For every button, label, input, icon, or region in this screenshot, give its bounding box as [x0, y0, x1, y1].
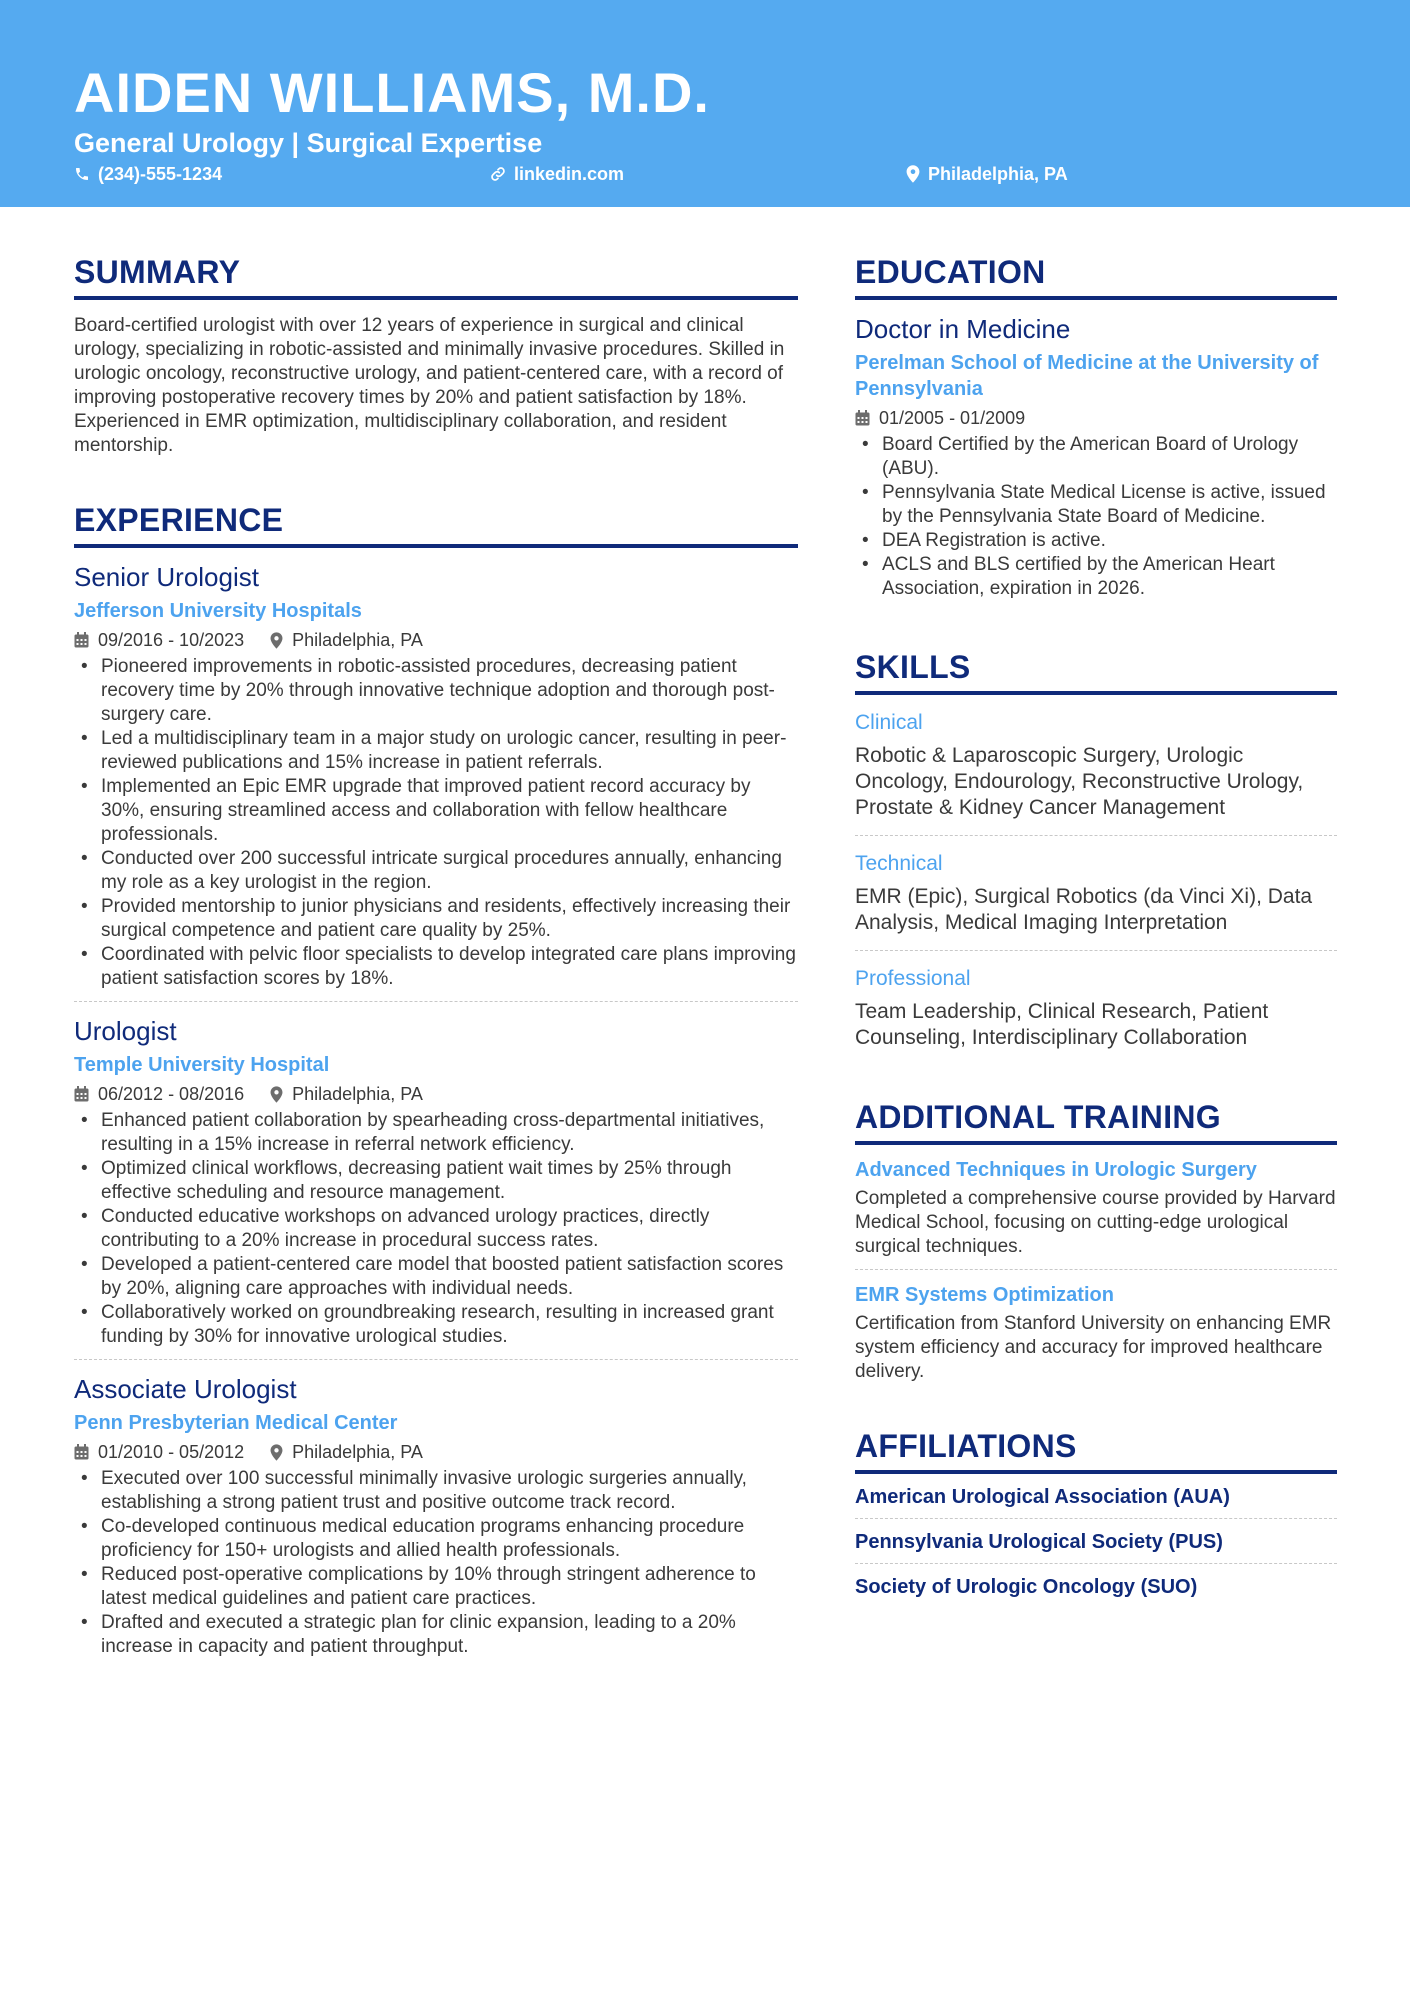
job-bullets — [74, 1109, 798, 1349]
affiliation-item: Society of Urologic Oncology (SUO) — [855, 1576, 1198, 1598]
education-bullet: • ACLS and BLS certified by the American Heart Association, expiration in 2026. — [855, 553, 1337, 601]
affiliations-title: AFFILIATIONS — [855, 1424, 1337, 1474]
job-meta — [74, 1082, 798, 1106]
job-dates — [74, 628, 244, 652]
link-icon — [490, 166, 506, 182]
education-title: EDUCATION — [855, 250, 1337, 300]
job-dates — [74, 1440, 244, 1464]
job-location-text: Philadelphia, PA — [292, 1442, 423, 1462]
training-item-text: Certification from Stanford University on enhancing EMR system efficiency and accuracy for improved healthcare delivery. — [855, 1313, 1332, 1382]
summary-section — [74, 250, 798, 458]
skill-group — [855, 850, 1337, 951]
job-bullet: • Pioneered improvements in robotic-assisted procedures, decreasing patient recovery time by 20% through innovative technique adoption and thorough post-surgery care. — [74, 655, 798, 727]
skill-group — [855, 709, 1337, 836]
job-meta — [74, 1440, 798, 1464]
job-role: Urologist — [74, 1016, 177, 1046]
skill-category: Clinical — [855, 711, 923, 734]
calendar-icon — [74, 1086, 89, 1102]
affiliation-item: Pennsylvania Urological Society (PUS) — [855, 1531, 1223, 1553]
job-bullet: • Provided mentorship to junior physicians and residents, effectively increasing their surgical competence and patient care quality by 25%. — [74, 895, 798, 943]
job-bullet: • Conducted educative workshops on advanced urology practices, directly contributing to a 20% increase in procedural success rates. — [74, 1205, 798, 1253]
divider — [855, 1269, 1337, 1270]
summary-text: Board-certified urologist with over 12 years of experience in surgical and clinical urology, specializing in robotic-assisted and minimally invasive procedures. Skilled in urologic oncology, reconstructive urology, and patient-centered care, with a record of improving postoperative recovery times by 20% and patient satisfaction by 18%. Experienced in EMR optimization, multidisciplinary collaboration, and resident mentorship. — [74, 315, 785, 456]
skill-category: Technical — [855, 852, 943, 875]
training-item — [855, 1157, 1337, 1270]
job-bullet: • Drafted and executed a strategic plan for clinic expansion, leading to a 20% increase in capacity and patient throughput. — [74, 1611, 798, 1659]
skill-list: EMR (Epic), Surgical Robotics (da Vinci Xi), Data Analysis, Medical Imaging Interpretation — [855, 885, 1313, 934]
affiliations-section — [855, 1424, 1337, 1608]
skill-list: Robotic & Laparoscopic Surgery, Urologic Oncology, Endourology, Reconstructive Urology, Prostate & Kidney Cancer Management — [855, 744, 1304, 819]
job-dates-text: 09/2016 - 10/2023 — [98, 630, 245, 650]
location-pin-icon — [270, 632, 283, 649]
contact-location — [906, 162, 1068, 186]
training-title: ADDITIONAL TRAINING — [855, 1095, 1337, 1145]
training-item-text: Completed a comprehensive course provided by Harvard Medical School, focusing on cutting-edge urological surgical techniques. — [855, 1188, 1336, 1257]
skills-title: SKILLS — [855, 645, 1337, 695]
job-dates-text: 01/2010 - 05/2012 — [98, 1442, 245, 1462]
job-bullets — [74, 1467, 798, 1659]
skill-group — [855, 965, 1337, 1051]
job-bullet: • Coordinated with pelvic floor specialists to develop integrated care plans improving patient satisfaction scores by 18%. — [74, 943, 798, 991]
experience-section — [74, 498, 798, 1659]
education-dates-text: 01/2005 - 01/2009 — [879, 408, 1026, 428]
education-school: Perelman School of Medicine at the University of Pennsylvania — [855, 352, 1319, 400]
contact-link[interactable] — [490, 162, 624, 186]
job-role: Senior Urologist — [74, 562, 259, 592]
job-entry — [74, 1372, 798, 1659]
resume-header — [0, 0, 1410, 207]
phone-icon — [74, 166, 90, 182]
job-bullet: • Executed over 100 successful minimally invasive urologic surgeries annually, establishing a strong patient trust and positive outcome track record. — [74, 1467, 798, 1515]
job-bullet: • Optimized clinical workflows, decreasing patient wait times by 25% through effective scheduling and resource management. — [74, 1157, 798, 1205]
education-meta — [855, 406, 1337, 430]
job-bullet: • Co-developed continuous medical education programs enhancing procedure proficiency for 150+ urologists and allied health professionals. — [74, 1515, 798, 1563]
left-column — [74, 250, 798, 1659]
skill-category: Professional — [855, 967, 971, 990]
training-item-title: Advanced Techniques in Urologic Surgery — [855, 1159, 1257, 1181]
education-section — [855, 250, 1337, 601]
job-dates — [74, 1082, 244, 1106]
experience-title: EXPERIENCE — [74, 498, 798, 548]
skill-list: Team Leadership, Clinical Research, Patient Counseling, Interdisciplinary Collaboration — [855, 1000, 1269, 1049]
link-text: linkedin.com — [514, 164, 625, 184]
divider — [74, 1001, 798, 1002]
job-location-text: Philadelphia, PA — [292, 1084, 423, 1104]
affiliation-item: American Urological Association (AUA) — [855, 1486, 1230, 1508]
job-bullet: • Collaboratively worked on groundbreaking research, resulting in increased grant funding by 30% for innovative urological studies. — [74, 1301, 798, 1349]
divider — [74, 1359, 798, 1360]
job-location — [270, 1440, 423, 1464]
training-item-title: EMR Systems Optimization — [855, 1284, 1114, 1306]
location-pin-icon — [270, 1444, 283, 1461]
job-bullet: • Led a multidisciplinary team in a major study on urologic cancer, resulting in peer-reviewed publications and 15% increase in patient referrals. — [74, 727, 798, 775]
training-item — [855, 1282, 1337, 1384]
location-text: Philadelphia, PA — [928, 164, 1068, 184]
job-bullet: • Developed a patient-centered care model that boosted patient satisfaction scores by 20%, aligning care approaches with individual needs. — [74, 1253, 798, 1301]
job-bullet: • Enhanced patient collaboration by spearheading cross-departmental initiatives, resulting in a 15% increase in referral network efficiency. — [74, 1109, 798, 1157]
candidate-name: AIDEN WILLIAMS, M.D. — [74, 61, 710, 124]
education-bullet: • Pennsylvania State Medical License is active, issued by the Pennsylvania State Board of Medicine. — [855, 481, 1337, 529]
job-meta — [74, 628, 798, 652]
job-dates-text: 06/2012 - 08/2016 — [98, 1084, 245, 1104]
skills-section — [855, 645, 1337, 1051]
job-organization: Temple University Hospital — [74, 1054, 330, 1076]
job-location — [270, 1082, 423, 1106]
job-location-text: Philadelphia, PA — [292, 630, 423, 650]
education-dates — [855, 406, 1025, 430]
job-location — [270, 628, 423, 652]
job-bullet: • Implemented an Epic EMR upgrade that improved patient record accuracy by 30%, ensuring streamlined access and collaboration with fellow healthcare professionals. — [74, 775, 798, 847]
education-degree: Doctor in Medicine — [855, 314, 1071, 344]
training-section — [855, 1095, 1337, 1384]
job-organization: Penn Presbyterian Medical Center — [74, 1412, 398, 1434]
summary-title: SUMMARY — [74, 250, 798, 300]
divider — [855, 835, 1337, 836]
job-bullets — [74, 655, 798, 991]
divider — [855, 950, 1337, 951]
location-pin-icon — [270, 1086, 283, 1103]
candidate-tagline: General Urology | Surgical Expertise — [74, 128, 543, 158]
contact-phone[interactable] — [74, 162, 222, 186]
calendar-icon — [74, 632, 89, 648]
education-bullet: • Board Certified by the American Board of Urology (ABU). — [855, 433, 1337, 481]
job-bullet: • Reduced post-operative complications by 10% through stringent adherence to latest medical guidelines and patient care practices. — [74, 1563, 798, 1611]
job-entry — [74, 560, 798, 1002]
job-role: Associate Urologist — [74, 1374, 297, 1404]
education-bullets — [855, 433, 1337, 601]
right-column — [855, 250, 1337, 1608]
location-pin-icon — [906, 165, 920, 183]
calendar-icon — [855, 410, 870, 426]
job-bullet: • Conducted over 200 successful intricate surgical procedures annually, enhancing my role as a key urologist in the region. — [74, 847, 798, 895]
phone-text: (234)-555-1234 — [98, 164, 223, 184]
job-entry — [74, 1014, 798, 1360]
calendar-icon — [74, 1444, 89, 1460]
job-organization: Jefferson University Hospitals — [74, 600, 362, 622]
education-bullet: • DEA Registration is active. — [855, 529, 1337, 553]
